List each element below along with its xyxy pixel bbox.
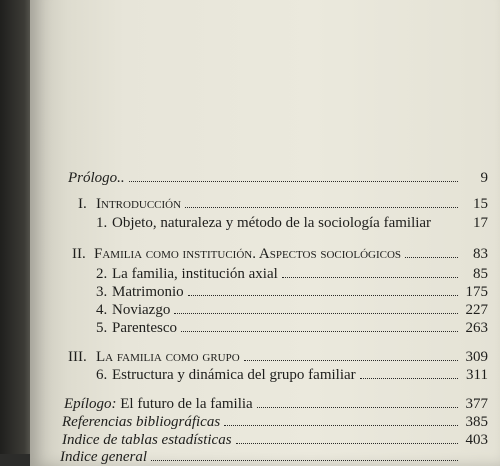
toc-entry-label: La familia como grupo <box>96 349 240 365</box>
toc-entry-introduccion <box>78 196 488 213</box>
dot-leader <box>181 331 458 332</box>
toc-entry-cap-4 <box>96 302 488 319</box>
dot-leader <box>174 313 458 314</box>
dot-leader <box>224 425 458 426</box>
toc-entry-cap-6 <box>96 367 488 384</box>
dot-leader <box>185 207 458 208</box>
toc-entry-label: Introducción <box>96 196 182 212</box>
toc-entry-label: Familia como institución. Aspectos sociológicos <box>94 246 402 262</box>
toc-entry-prologo <box>68 170 488 187</box>
dot-leader <box>405 257 458 258</box>
toc-entry-page: 377 <box>465 396 488 412</box>
toc-entry-page: 311 <box>466 367 488 383</box>
toc-entry-referencias <box>62 414 488 431</box>
toc-entry-cap-5 <box>96 320 488 337</box>
dot-leader <box>244 360 458 361</box>
toc-entry-page: 385 <box>465 414 488 430</box>
dot-leader <box>236 443 458 444</box>
toc-entry-label: La familia, institución axial <box>112 266 278 282</box>
dot-leader <box>257 407 458 408</box>
toc-entry-label: Estructura y dinámica del grupo familiar <box>112 367 356 383</box>
toc-entry-number: 1. <box>96 215 108 231</box>
dot-leader <box>151 460 458 461</box>
toc-entry-page: 227 <box>465 302 488 318</box>
toc-entry-page: 17 <box>473 215 488 231</box>
dot-leader <box>360 378 458 379</box>
toc-entry-number: III. <box>68 349 87 365</box>
toc-entry-label: Referencias bibliográficas <box>62 414 221 430</box>
toc-entry-label: Parentesco <box>112 320 177 336</box>
toc-entry-indice-tablas <box>62 432 488 449</box>
toc-entry-page: 263 <box>465 320 488 336</box>
toc-entry-label-emphasis: Epílogo: <box>64 396 117 412</box>
dot-leader <box>282 277 458 278</box>
toc-entry-cap-2 <box>96 266 488 283</box>
toc-entry-page: 403 <box>465 432 488 448</box>
toc-entry-page: 15 <box>473 196 488 212</box>
toc-entry-label: Indice de tablas estadísticas <box>62 432 232 448</box>
toc-entry-number: 2. <box>96 266 108 282</box>
toc-entry-label: Matrimonio <box>112 284 184 300</box>
toc-entry-cap-1 <box>96 215 488 232</box>
toc-entry-familia-grupo <box>68 349 488 366</box>
toc-entry-page: 309 <box>465 349 488 365</box>
toc-entry-number: 5. <box>96 320 108 336</box>
toc-entry-label: Objeto, naturaleza y método de la sociología familiar <box>112 215 432 231</box>
toc-entry-label: Noviazgo <box>112 302 171 318</box>
toc-entry-number: 4. <box>96 302 108 318</box>
dot-leader <box>188 295 458 296</box>
toc-entry-number: 6. <box>96 367 108 383</box>
toc-entry-page: 85 <box>473 266 488 282</box>
toc-entry-label: El futuro de la familia <box>116 396 253 412</box>
toc-entry-number: I. <box>78 196 87 212</box>
toc-entry-indice-general <box>60 449 488 466</box>
toc-entry-number: II. <box>72 246 86 262</box>
toc-entry-label: Indice general <box>60 449 148 465</box>
toc-entry-familia-institucion <box>72 246 488 263</box>
toc-entry-page: 9 <box>480 170 488 186</box>
dot-leader <box>129 181 458 182</box>
toc-entry-cap-3 <box>96 284 488 301</box>
toc-entry-page: 175 <box>465 284 488 300</box>
toc-entry-label: Prólogo.. <box>68 170 125 186</box>
book-page <box>30 0 500 466</box>
toc-entry-epilogo <box>64 396 488 413</box>
toc-entry-page: 83 <box>473 246 488 262</box>
toc-entry-number: 3. <box>96 284 108 300</box>
